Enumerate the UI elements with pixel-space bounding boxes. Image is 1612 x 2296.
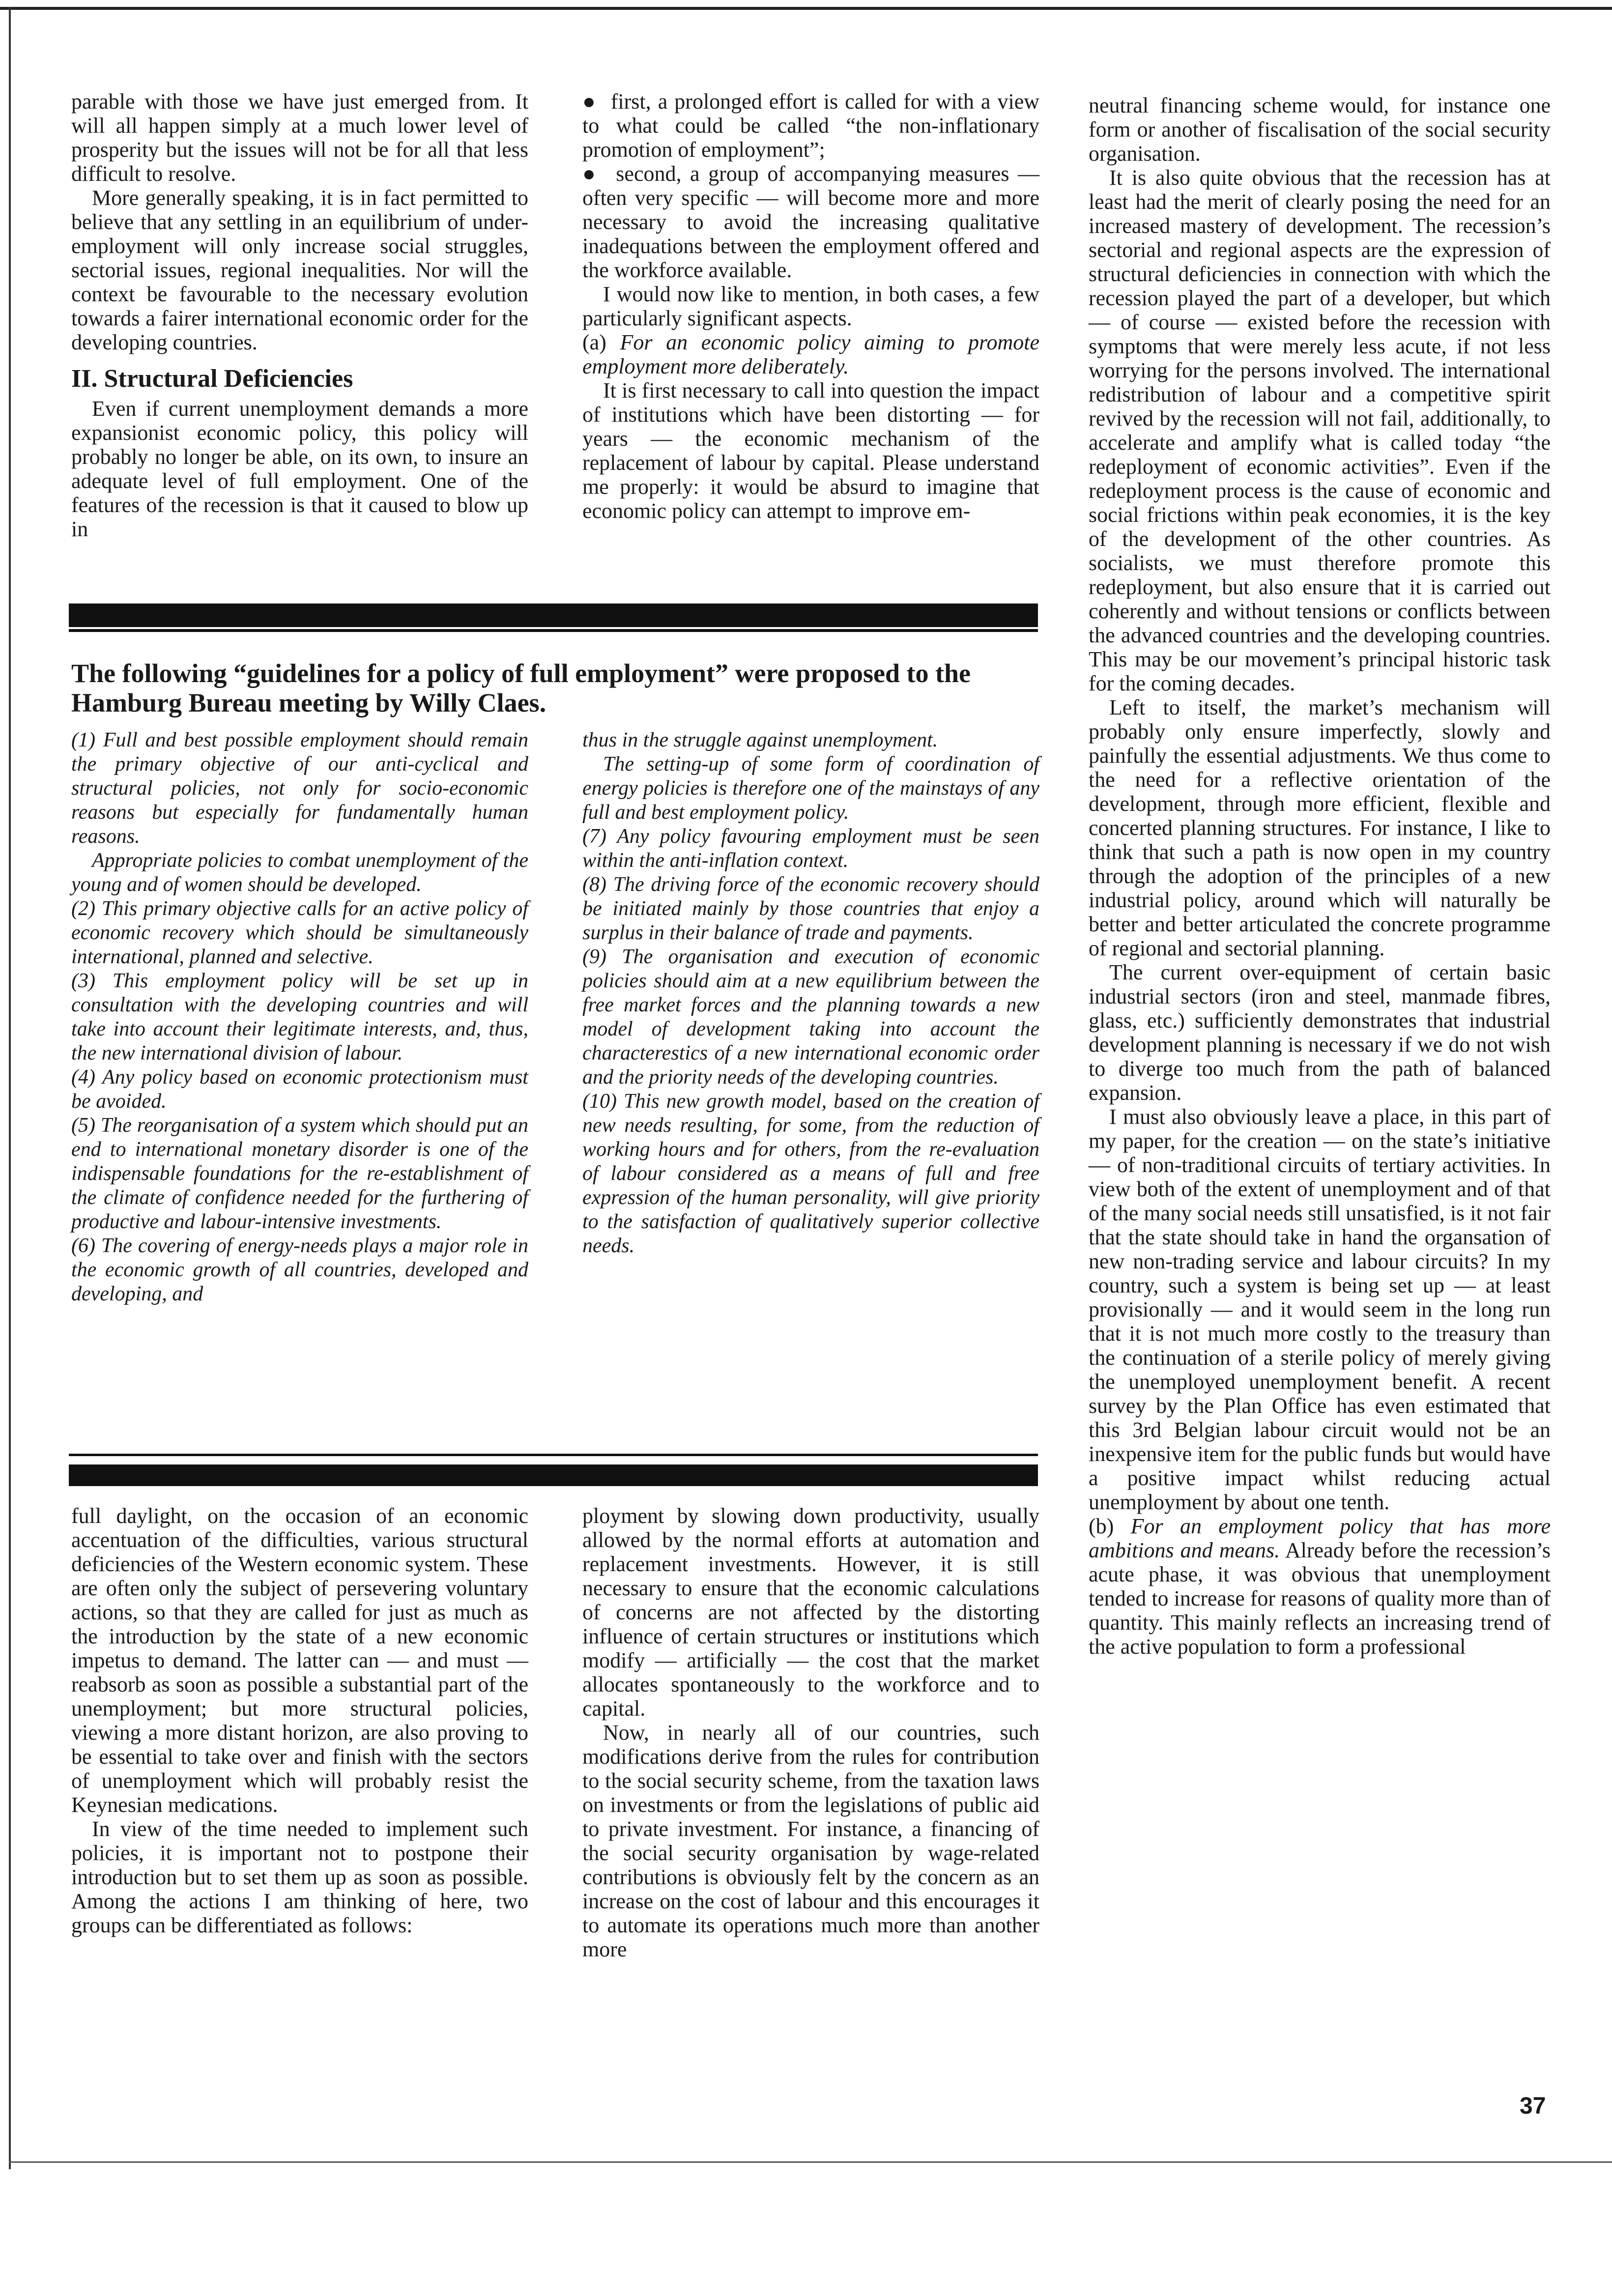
sub-label: (a) bbox=[582, 330, 606, 354]
guideline-text: thus in the struggle against unemployment. bbox=[582, 729, 938, 751]
sub-title: For an economic policy aiming to promote employment more deliberately. bbox=[582, 330, 1039, 378]
guideline-number: (4) bbox=[71, 1066, 95, 1089]
guideline-number: (10) bbox=[582, 1090, 617, 1113]
guideline-item bbox=[582, 1090, 1039, 1258]
box-top-bar bbox=[69, 603, 1038, 627]
paragraph: I would now like to mention, in both cases, a few particularly significant aspects. bbox=[582, 282, 1039, 330]
bullet-item bbox=[582, 162, 1039, 282]
guideline-text: Any policy based on economic protectionism must be avoided. bbox=[71, 1066, 528, 1113]
top-rule bbox=[0, 7, 1612, 10]
paragraph: More generally speaking, it is in fact permitted to believe that any settling in an equilibrium of under-employment will only increase social struggles, sectorial issues, regional inequalities. Nor will the context be favourable to the necessary evolution towards a fairer international economic order for the developing countries. bbox=[71, 186, 528, 354]
guideline-text: The covering of energy-needs plays a major role in the economic growth of all countries, developed and developing, and bbox=[71, 1234, 529, 1305]
guideline-number: (6) bbox=[71, 1234, 95, 1257]
guideline-text: The setting-up of some form of coordination of energy policies is therefore one of the mainstays of any full and best employment policy. bbox=[582, 753, 1039, 824]
box-right-column bbox=[582, 728, 1039, 1258]
paragraph: In view of the time needed to implement such policies, it is important not to postpone their introduction but to set them up as soon as possible. Among the actions I am thinking of here, two groups can be differentiated as follows: bbox=[71, 1817, 528, 1937]
bullet-icon: ● bbox=[582, 89, 611, 114]
guideline-item bbox=[71, 849, 528, 897]
paragraph: The current over-equipment of certain basic industrial sectors (iron and steel, manmade fibres, glass, etc.) sufficiently demonstrates that industrial development planning is necessary if we do not wish to diverge too much from the path of balanced expansion. bbox=[1089, 960, 1551, 1105]
bottom-rule bbox=[9, 2161, 1612, 2163]
guideline-number: (9) bbox=[582, 946, 606, 968]
guideline-number: (2) bbox=[71, 897, 95, 920]
guideline-item bbox=[582, 825, 1039, 873]
guideline-text: This primary objective calls for an active policy of economic recovery which should be simultaneously international, planned and selective. bbox=[71, 897, 528, 968]
guideline-text: This new growth model, based on the creation of new needs resulting, for some, from the reduction of working hours and for others, from the re-evaluation of labour considered as a means of full and free expression of the human personality, will give priority to the satisfaction of qualitatively superior collective needs. bbox=[582, 1090, 1040, 1257]
guideline-item bbox=[582, 752, 1039, 825]
right-column bbox=[1089, 93, 1551, 1659]
bullet-text: first, a prolonged effort is called for with a view to what could be called “the non-inflationary promotion of employment”; bbox=[582, 89, 1040, 162]
box-heading: The following “guidelines for a policy of full employment” were proposed to the Hamburg Bureau meeting by Willy Claes. bbox=[71, 659, 971, 718]
bottom-middle-column bbox=[582, 1504, 1039, 1961]
guideline-number: (1) bbox=[71, 729, 95, 751]
guideline-item bbox=[71, 728, 528, 849]
sub-title: For an employment policy that has more ambitions and means. bbox=[1089, 1514, 1551, 1562]
guideline-text: Any policy favouring employment must be seen within the anti-inflation context. bbox=[582, 825, 1040, 872]
bullet-text: second, a group of accompanying measures — often very specific — will become more and more necessary to avoid the increasing qualitative inadequations between the employment offered and the workforce available. bbox=[582, 162, 1040, 282]
guideline-text: This employment policy will be set up in consultation with the developing countries and will take into account their legitimate interests, and, thus, the new international division of labour. bbox=[71, 970, 528, 1064]
guideline-item bbox=[71, 897, 528, 969]
top-middle-column bbox=[582, 89, 1039, 523]
paragraph: Now, in nearly all of our countries, such modifications derive from the rules for contribution to the social security scheme, from the taxation laws on investments or from the legislations of public aid to private investment. For instance, a financing of the social security organisation by wage-related contributions is obviously felt by the concern as an increase on the cost of labour and this encourages it to automate its operations much more than another more bbox=[582, 1721, 1039, 1961]
paragraph: I must also obviously leave a place, in this part of my paper, for the creation — on the state’s initiative — of non-traditional circuits of tertiary activities. In view both of the extent of unemployment and of that of the many social needs still unsatisfied, is it not fair that the state should take in hand the organsation of new non-trading service and labour circuits? In my country, such a system is being set up — at least provisionally — and it would seem in the long run that it is not much more costly to the treasury than the continuation of a sterile policy of merely giving the unemployed unemployment benefit. A recent survey by the Plan Office has even estimated that this 3rd Belgian labour circuit would not be an inexpensive item for the public funds but would have a positive impact whilst reducing actual unemployment by about one tenth. bbox=[1089, 1105, 1551, 1514]
top-left-column bbox=[71, 89, 528, 541]
paragraph: Even if current unemployment demands a more expansionist economic policy, this policy will probably no longer be able, on its own, to insure an adequate level of full employment. One of the features of the recession is that it caused to blow up in bbox=[71, 397, 528, 541]
sub-label: (b) bbox=[1089, 1514, 1114, 1538]
guideline-number: (3) bbox=[71, 970, 95, 992]
section-heading: II. Structural Deficiencies bbox=[71, 365, 353, 393]
guideline-number: (5) bbox=[71, 1114, 95, 1137]
guideline-text: The driving force of the economic recovery should be initiated mainly by those countries that enjoy a surplus in their balance of trade and payments. bbox=[582, 873, 1039, 944]
subheading-b bbox=[1089, 1514, 1551, 1659]
guideline-item bbox=[71, 1065, 528, 1114]
left-margin-rule bbox=[9, 7, 11, 2169]
paragraph: ployment by slowing down productivity, usually allowed by the normal efforts at automation and replacement investments. However, it is still necessary to ensure that the economic calculations of concerns are not affected by the distorting influence of certain structures or institutions which modify — artificially — the cost that the market allocates spontaneously to the workforce and to capital. bbox=[582, 1504, 1039, 1721]
guideline-item bbox=[71, 1114, 528, 1234]
guideline-number: (8) bbox=[582, 873, 606, 896]
guideline-text: The reorganisation of a system which should put an end to international monetary disorder is one of the indispensable foundations for the re-establishment of the climate of confidence needed for the furthering of productive and labour-intensive investments. bbox=[71, 1114, 529, 1233]
paragraph: parable with those we have just emerged from. It will all happen simply at a much lower level of prosperity but the issues will not be for all that less difficult to resolve. bbox=[71, 89, 528, 186]
guideline-text: Appropriate policies to combat unemployment of the young and of women should be developed. bbox=[71, 849, 528, 896]
guideline-number: (7) bbox=[582, 825, 606, 848]
guideline-item bbox=[71, 1234, 528, 1306]
paragraph: Left to itself, the market’s mechanism will probably only ensure imperfectly, slowly and painfully the essential adjustments. We thus come to the need for a reflective orientation of the development, through more efficient, flexible and concerted planning structures. For instance, I like to think that such a path is now open in my country through the adoption of the principles of a new industrial policy, around which will naturally be better and better articulated the concrete programme of regional and sectorial planning. bbox=[1089, 695, 1551, 960]
guideline-item bbox=[582, 945, 1039, 1090]
subheading-a bbox=[582, 330, 1039, 378]
guideline-text: The organisation and execution of economic policies should aim at a new equilibrium between the free market forces and the planning towards a new model of development taking into account the characterestics of a new international economic order and the priority needs of the developing countries. bbox=[582, 946, 1040, 1089]
guideline-item bbox=[71, 969, 528, 1065]
guideline-item bbox=[582, 728, 1039, 752]
paragraph: It is first necessary to call into question the impact of institutions which have been distorting — for years — the economic mechanism of the replacement of labour by capital. Please understand me properly: it would be absurd to imagine that economic policy can attempt to improve em- bbox=[582, 378, 1039, 523]
bullet-icon: ● bbox=[582, 162, 616, 186]
page-number: 37 bbox=[1520, 2093, 1546, 2119]
bottom-left-column bbox=[71, 1504, 528, 1937]
bullet-item bbox=[582, 89, 1039, 162]
paragraph: It is also quite obvious that the recession has at least had the merit of clearly posing the need for an increased mastery of development. The recession’s sectorial and regional aspects are the expression of structural deficiencies in connection with which the recession played the part of a developer, but which — of course — existed before the recession with symptoms that were merely less acute, if not less worrying for the persons involved. The international redistribution of labour and a competitive spirit revived by the recession will not fail, additionally, to accelerate and amplify what is called today “the redeployment of economic activities”. Even if the redeployment process is the cause of economic and social frictions within peak economies, it is the key of the development of the other countries. As socialists, we must therefore promote this redeployment, but also ensure that it is carried out coherently and without tensions or conflicts between the advanced countries and the developing countries. This may be our movement’s principal historic task for the coming decades. bbox=[1089, 166, 1551, 695]
box-bottom-bar bbox=[69, 1464, 1038, 1486]
paragraph: full daylight, on the occasion of an economic accentuation of the difficulties, various structural deficiencies of the Western economic system. These are often only the subject of persevering voluntary actions, so that they are called for just as much as the introduction by the state of a new economic impetus to demand. The latter can — and must — reabsorb as soon as possible a substantial part of the unemployment; but more structural policies, viewing a more distant horizon, are also proving to be essential to take over and finish with the sectors of unemployment which will probably resist the Keynesian medications. bbox=[71, 1504, 528, 1817]
guideline-text: Full and best possible employment should remain the primary objective of our anti-cyclical and structural policies, not only for socio-economic reasons but especially for fundamentally human reasons. bbox=[71, 729, 529, 848]
guideline-item bbox=[582, 873, 1039, 945]
box-left-column bbox=[71, 728, 528, 1306]
sub-text: Already before the recession’s acute phase, it was obvious that unemployment tended to increase for reasons of quality more than of quantity. This mainly reflects an increasing trend of the active population to form a professional bbox=[1089, 1538, 1551, 1659]
paragraph: neutral financing scheme would, for instance one form or another of fiscalisation of the social security organisation. bbox=[1089, 93, 1551, 166]
